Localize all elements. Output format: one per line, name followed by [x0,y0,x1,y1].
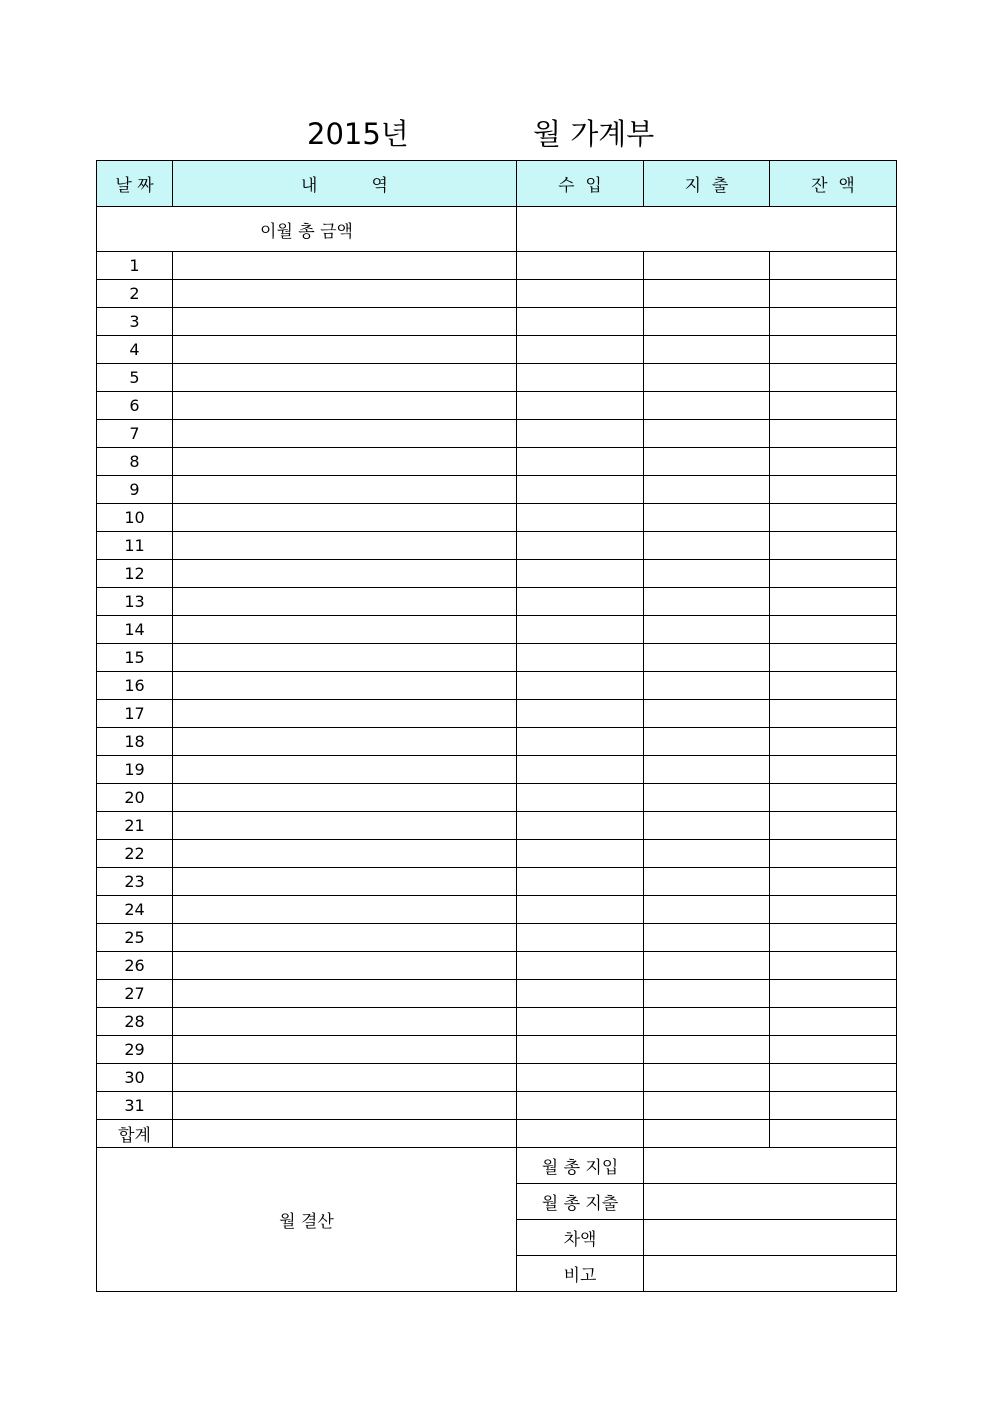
day-number: 19 [97,756,173,784]
details-cell[interactable] [173,924,517,952]
day-number: 28 [97,1008,173,1036]
income-cell[interactable] [517,504,644,532]
day-number: 10 [97,504,173,532]
document-title [0,112,992,156]
income-cell[interactable] [517,728,644,756]
day-number: 3 [97,308,173,336]
settlement-value-cell[interactable] [644,1148,897,1184]
details-cell[interactable] [173,644,517,672]
day-number: 15 [97,644,173,672]
details-cell[interactable] [173,336,517,364]
balance-cell[interactable] [770,784,897,812]
expense-cell[interactable] [644,728,770,756]
table-row [97,504,897,532]
total-expense-cell[interactable] [644,1120,770,1148]
header-date: 날 짜 [97,161,173,207]
details-cell[interactable] [173,280,517,308]
income-cell[interactable] [517,924,644,952]
balance-cell[interactable] [770,532,897,560]
balance-cell[interactable] [770,280,897,308]
details-cell[interactable] [173,560,517,588]
day-number: 2 [97,280,173,308]
table-row [97,252,897,280]
day-number: 23 [97,868,173,896]
balance-cell[interactable] [770,756,897,784]
expense-cell[interactable] [644,672,770,700]
details-cell[interactable] [173,840,517,868]
income-cell[interactable] [517,896,644,924]
day-number: 25 [97,924,173,952]
table-row [97,952,897,980]
balance-cell[interactable] [770,1036,897,1064]
details-cell[interactable] [173,728,517,756]
balance-cell[interactable] [770,476,897,504]
details-cell[interactable] [173,616,517,644]
details-cell[interactable] [173,420,517,448]
settlement-label: 월 결산 [97,1148,517,1292]
day-number: 1 [97,252,173,280]
income-cell[interactable] [517,840,644,868]
table-row [97,896,897,924]
balance-cell[interactable] [770,1064,897,1092]
income-cell[interactable] [517,308,644,336]
table-row [97,840,897,868]
table-row [97,672,897,700]
table-row [97,784,897,812]
table-row [97,1064,897,1092]
table-row [97,980,897,1008]
balance-cell[interactable] [770,672,897,700]
expense-cell[interactable] [644,588,770,616]
total-row [97,1120,897,1148]
carry-over-row [97,207,897,252]
balance-cell[interactable] [770,392,897,420]
income-cell[interactable] [517,700,644,728]
income-cell[interactable] [517,280,644,308]
table-row [97,420,897,448]
income-cell[interactable] [517,532,644,560]
details-cell[interactable] [173,1008,517,1036]
expense-cell[interactable] [644,952,770,980]
details-cell[interactable] [173,308,517,336]
details-cell[interactable] [173,700,517,728]
details-cell[interactable] [173,1036,517,1064]
table-row [97,756,897,784]
balance-cell[interactable] [770,840,897,868]
table-row [97,532,897,560]
settlement-row [97,1148,897,1184]
day-number: 13 [97,588,173,616]
details-cell[interactable] [173,532,517,560]
day-number: 20 [97,784,173,812]
income-cell[interactable] [517,952,644,980]
day-number: 29 [97,1036,173,1064]
expense-cell[interactable] [644,308,770,336]
table-row [97,812,897,840]
details-cell[interactable] [173,1064,517,1092]
table-row [97,1036,897,1064]
income-cell[interactable] [517,1092,644,1120]
income-cell[interactable] [517,1064,644,1092]
table-row [97,476,897,504]
details-cell[interactable] [173,756,517,784]
header-row [97,161,897,207]
income-cell[interactable] [517,1036,644,1064]
balance-cell[interactable] [770,504,897,532]
income-cell[interactable] [517,784,644,812]
income-cell[interactable] [517,812,644,840]
income-cell[interactable] [517,616,644,644]
expense-cell[interactable] [644,392,770,420]
carry-over-label: 이월 총 금액 [97,207,517,252]
details-cell[interactable] [173,364,517,392]
balance-cell[interactable] [770,336,897,364]
expense-cell[interactable] [644,336,770,364]
day-number: 21 [97,812,173,840]
table-row [97,700,897,728]
income-cell[interactable] [517,336,644,364]
day-number: 17 [97,700,173,728]
table-row [97,448,897,476]
table-row [97,280,897,308]
expense-cell[interactable] [644,1036,770,1064]
expense-cell[interactable] [644,616,770,644]
table-row [97,868,897,896]
day-number: 18 [97,728,173,756]
day-number: 11 [97,532,173,560]
details-cell[interactable] [173,868,517,896]
balance-cell[interactable] [770,896,897,924]
income-cell[interactable] [517,560,644,588]
table-row [97,560,897,588]
details-cell[interactable] [173,448,517,476]
expense-cell[interactable] [644,812,770,840]
day-number: 8 [97,448,173,476]
settlement-item-label: 월 총 지입 [517,1148,644,1184]
balance-cell[interactable] [770,448,897,476]
balance-cell[interactable] [770,924,897,952]
income-cell[interactable] [517,980,644,1008]
details-cell[interactable] [173,588,517,616]
settlement-item-label: 월 총 지출 [517,1184,644,1220]
settlement-item-label: 차액 [517,1220,644,1256]
income-cell[interactable] [517,448,644,476]
details-cell[interactable] [173,784,517,812]
expense-cell[interactable] [644,756,770,784]
details-cell[interactable] [173,476,517,504]
day-number: 27 [97,980,173,1008]
expense-cell[interactable] [644,868,770,896]
total-label: 합계 [97,1120,173,1148]
header-expense: 지 출 [644,161,770,207]
total-details-cell[interactable] [173,1120,517,1148]
balance-cell[interactable] [770,308,897,336]
day-number: 6 [97,392,173,420]
expense-cell[interactable] [644,476,770,504]
expense-cell[interactable] [644,1064,770,1092]
balance-cell[interactable] [770,728,897,756]
details-cell[interactable] [173,504,517,532]
balance-cell[interactable] [770,812,897,840]
expense-cell[interactable] [644,784,770,812]
balance-cell[interactable] [770,1092,897,1120]
table-row [97,1008,897,1036]
table-row [97,308,897,336]
day-number: 30 [97,1064,173,1092]
expense-cell[interactable] [644,1092,770,1120]
expense-cell[interactable] [644,924,770,952]
header-balance: 잔 액 [770,161,897,207]
balance-cell[interactable] [770,364,897,392]
day-number: 12 [97,560,173,588]
income-cell[interactable] [517,868,644,896]
balance-cell[interactable] [770,1008,897,1036]
expense-cell[interactable] [644,280,770,308]
day-number: 26 [97,952,173,980]
expense-cell[interactable] [644,364,770,392]
balance-cell[interactable] [770,588,897,616]
ledger-table [96,160,897,1292]
table-row [97,364,897,392]
balance-cell[interactable] [770,952,897,980]
expense-cell[interactable] [644,252,770,280]
table-row [97,1092,897,1120]
settlement-item-label: 비고 [517,1256,644,1292]
settlement-value-cell[interactable] [644,1184,897,1220]
total-income-cell[interactable] [517,1120,644,1148]
header-details: 내 역 [173,161,517,207]
table-row [97,392,897,420]
day-number: 4 [97,336,173,364]
expense-cell[interactable] [644,896,770,924]
details-cell[interactable] [173,252,517,280]
day-number: 24 [97,896,173,924]
details-cell[interactable] [173,896,517,924]
table-row [97,924,897,952]
expense-cell[interactable] [644,644,770,672]
expense-cell[interactable] [644,504,770,532]
title-month-ledger: 월 가계부 [533,117,655,151]
income-cell[interactable] [517,588,644,616]
details-cell[interactable] [173,980,517,1008]
expense-cell[interactable] [644,560,770,588]
day-number: 9 [97,476,173,504]
balance-cell[interactable] [770,616,897,644]
balance-cell[interactable] [770,700,897,728]
balance-cell[interactable] [770,868,897,896]
settlement-value-cell[interactable] [644,1256,897,1292]
day-number: 31 [97,1092,173,1120]
income-cell[interactable] [517,756,644,784]
details-cell[interactable] [173,952,517,980]
expense-cell[interactable] [644,448,770,476]
details-cell[interactable] [173,1092,517,1120]
income-cell[interactable] [517,1008,644,1036]
expense-cell[interactable] [644,700,770,728]
balance-cell[interactable] [770,980,897,1008]
table-row [97,588,897,616]
balance-cell[interactable] [770,560,897,588]
table-row [97,728,897,756]
expense-cell[interactable] [644,420,770,448]
income-cell[interactable] [517,672,644,700]
details-cell[interactable] [173,392,517,420]
income-cell[interactable] [517,364,644,392]
income-cell[interactable] [517,392,644,420]
income-cell[interactable] [517,252,644,280]
day-number: 16 [97,672,173,700]
expense-cell[interactable] [644,532,770,560]
balance-cell[interactable] [770,252,897,280]
table-row [97,336,897,364]
table-row [97,644,897,672]
balance-cell[interactable] [770,420,897,448]
title-year: 2015년 [307,117,409,151]
expense-cell[interactable] [644,840,770,868]
table-row [97,616,897,644]
day-number: 7 [97,420,173,448]
details-cell[interactable] [173,812,517,840]
details-cell[interactable] [173,672,517,700]
income-cell[interactable] [517,420,644,448]
day-number: 5 [97,364,173,392]
settlement-value-cell[interactable] [644,1220,897,1256]
income-cell[interactable] [517,476,644,504]
header-income: 수 입 [517,161,644,207]
day-number: 22 [97,840,173,868]
income-cell[interactable] [517,644,644,672]
total-balance-cell[interactable] [770,1120,897,1148]
day-number: 14 [97,616,173,644]
carry-over-amount-cell[interactable] [517,207,897,252]
balance-cell[interactable] [770,644,897,672]
expense-cell[interactable] [644,1008,770,1036]
expense-cell[interactable] [644,980,770,1008]
